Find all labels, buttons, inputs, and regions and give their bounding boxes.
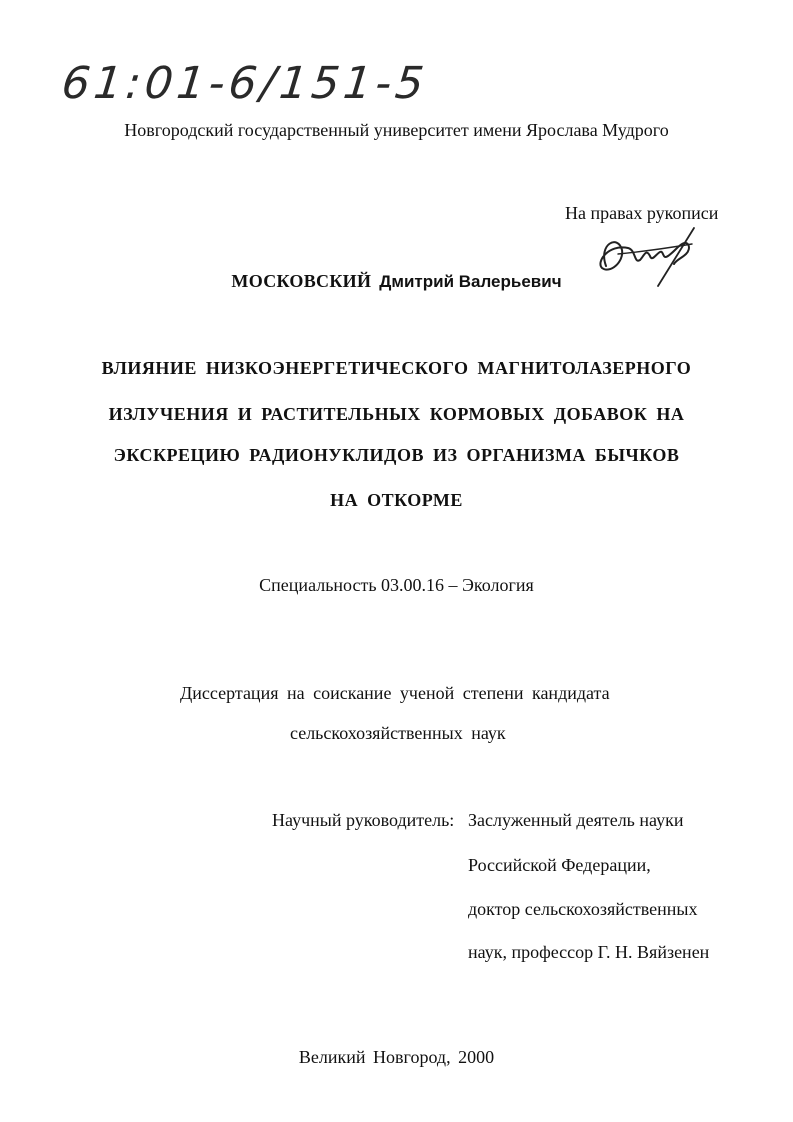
advisor-line: доктор сельскохозяйственных — [468, 899, 698, 919]
advisor-line: Российской Федерации, — [468, 855, 651, 875]
author-surname: МОСКОВСКИЙ — [231, 271, 372, 291]
degree-line: сельскохозяйственных наук — [290, 723, 506, 743]
title-line: ВЛИЯНИЕ НИЗКОЭНЕРГЕТИЧЕСКОГО МАГНИТОЛАЗЕРНОГО — [101, 358, 692, 378]
archive-code: 61:01-6/151-5 — [59, 58, 431, 109]
degree-line: Диссертация на соискание ученой степени кандидата — [180, 683, 610, 703]
specialty: Специальность 03.00.16 – Экология — [259, 575, 534, 595]
author-name — [0, 271, 793, 292]
manuscript-note: На правах рукописи — [565, 203, 719, 223]
advisor-line: Заслуженный деятель науки — [468, 810, 684, 830]
title-line: ИЗЛУЧЕНИЯ И РАСТИТЕЛЬНЫХ КОРМОВЫХ ДОБАВОК НА — [108, 404, 685, 424]
advisor-line: наук, профессор Г. Н. Вяйзенен — [468, 942, 710, 962]
advisor-label: Научный руководитель: — [272, 810, 455, 830]
university-name: Новгородский государственный университет имени Ярослава Мудрого — [124, 120, 669, 140]
title-line: НА ОТКОРМЕ — [330, 490, 463, 510]
city-year: Великий Новгород, 2000 — [298, 1047, 495, 1067]
title-line: ЭКСКРЕЦИЮ РАДИОНУКЛИДОВ ИЗ ОРГАНИЗМА БЫЧКОВ — [113, 445, 680, 465]
author-given-names: Дмитрий Валерьевич — [379, 272, 562, 291]
